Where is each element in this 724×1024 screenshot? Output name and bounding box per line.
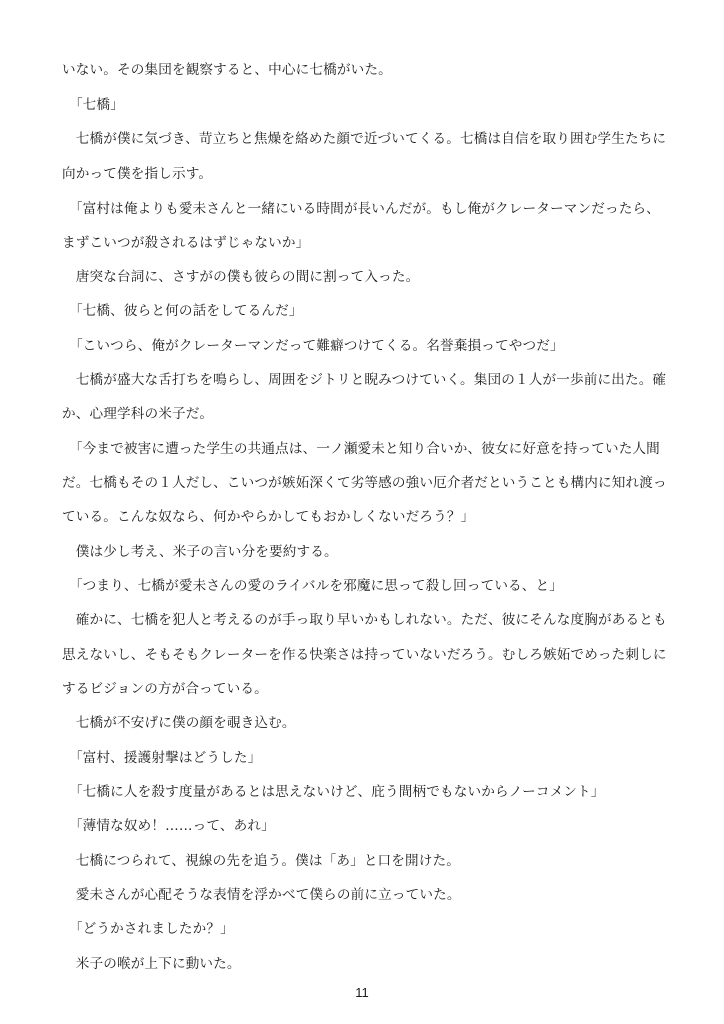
text-line: 「七橋に人を殺す度量があるとは思えないけど、庇う間柄でもないからノーコメント」 (62, 784, 605, 800)
text-line: 「今まで被害に遭った学生の共通点は、一ノ瀬愛未と知り合いか、彼女に好意を持っていた人間 (62, 441, 660, 457)
text-line: 僕は少し考え、米子の言い分を要約する。 (62, 544, 338, 560)
text-line: 唐突な台詞に、さすがの僕も彼らの間に割って入った。 (62, 269, 420, 285)
text-line: 「富村、援護射撃はどうした」 (62, 750, 262, 766)
text-line: 「七橋、彼らと何の話をしてるんだ」 (62, 303, 303, 319)
text-line: 「富村は俺よりも愛未さんと一緒にいる時間が長いんだが。もし俺がクレーターマンだったら、 (62, 201, 660, 217)
text-line: だ。七橋もその１人だし、こいつが嫉妬深くて劣等感の強い厄介者だということも構内に知れ渡っ (62, 475, 667, 491)
text-line: 確かに、七橋を犯人と考えるのが手っ取り早いかもしれない。ただ、彼にそんな度胸があるとも (62, 612, 667, 628)
text-line: 七橋が僕に気づき、苛立ちと焦燥を絡めた顔で近づいてくる。七橋は自信を取り囲む学生たちに (62, 131, 667, 147)
text-line: いない。その集団を観察すると、中心に七橋がいた。 (62, 62, 392, 78)
text-line: 七橋につられて、視線の先を追う。僕は「あ」と口を開けた。 (62, 853, 461, 869)
text-line: 「つまり、七橋が愛未さんの愛のライバルを邪魔に思って殺し回っている、と」 (62, 578, 564, 594)
text-line: 愛未さんが心配そうな表情を浮かべて僕らの前に立っていた。 (62, 887, 461, 903)
page-number: 11 (355, 985, 369, 1000)
text-line: 「薄情な奴め！……って、あれ」 (62, 818, 275, 834)
text-line: 米子の喉が上下に動いた。 (62, 956, 241, 972)
text-line: 「七橋」 (62, 97, 124, 113)
text-line: 七橋が盛大な舌打ちを鳴らし、周囲をジトリと睨みつけていく。集団の１人が一歩前に出た。確 (62, 372, 667, 388)
text-line: するビジョンの方が合っている。 (62, 681, 268, 697)
text-line: ている。こんな奴なら、何かやらかしてもおかしくないだろう？」 (62, 509, 475, 525)
text-line: か、心理学科の米子だ。 (62, 406, 214, 422)
text-line: 「こいつら、俺がクレーターマンだって難癖つけてくる。名誉棄損ってやつだ」 (62, 338, 564, 354)
text-line: 向かって僕を指し示す。 (62, 166, 213, 182)
text-line: まずこいつが殺されるはずじゃないか」 (62, 235, 310, 251)
text-line: 思えないし、そもそもクレーターを作る快楽さは持っていないだろう。むしろ嫉妬でめった刺しに (62, 647, 667, 663)
text-line: 七橋が不安げに僕の顔を覗き込む。 (62, 715, 296, 731)
text-line: 「どうかされましたか？」 (62, 921, 234, 937)
